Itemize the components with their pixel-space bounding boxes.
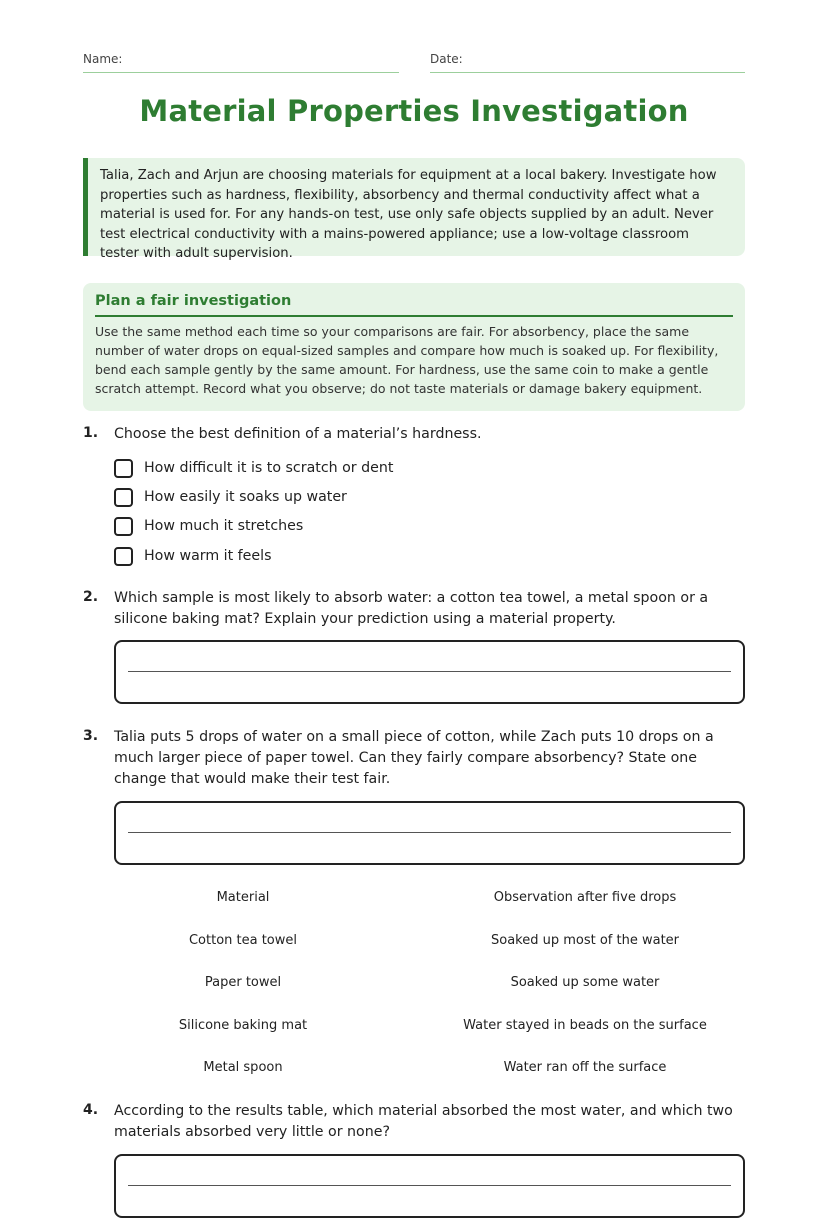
table-row [114, 963, 745, 1006]
question-2-number: 2. [83, 589, 99, 605]
table-cell-material: Metal spoon [203, 1060, 283, 1075]
table-cell-material: Paper towel [204, 975, 282, 990]
option-label: How much it stretches [144, 518, 304, 534]
answer-line [128, 832, 731, 833]
answer-line [128, 1185, 731, 1186]
table-cell-observation: Soaked up some water [510, 975, 660, 990]
question-1-option-2[interactable] [114, 485, 347, 509]
question-2-answer-box[interactable] [114, 640, 745, 704]
date-label: Date: [430, 52, 463, 66]
question-3-number: 3. [83, 728, 99, 744]
table-cell-observation: Water ran off the surface [503, 1060, 667, 1075]
name-field[interactable] [83, 52, 399, 73]
results-table [114, 878, 745, 1091]
option-label: How difficult it is to scratch or dent [144, 460, 394, 476]
checkbox[interactable] [114, 547, 133, 566]
checkbox[interactable] [114, 488, 133, 507]
question-1-option-1[interactable] [114, 456, 393, 480]
option-label: How warm it feels [144, 548, 272, 564]
question-4-answer-box[interactable] [114, 1154, 745, 1218]
intro-text: Talia, Zach and Arjun are choosing materials for equipment at a local bakery. Investigate how properties such as hardness, flexibility, absorbency and thermal conductivity affect what a material is used for. For any hands-on test, use only safe objects supplied by an adult. Never test electrical conductivity with a mains-powered appliance; use a low-voltage classroom tester with adult supervision. [100, 168, 717, 261]
table-header-material: Material [216, 890, 270, 905]
question-3-text: Talia puts 5 drops of water on a small piece of cotton, while Zach puts 10 drops on a much larger piece of paper towel. Can they fairly compare absorbency? State one change that would make their test fair. [114, 729, 714, 787]
question-4-number: 4. [83, 1102, 99, 1118]
question-1-option-3[interactable] [114, 514, 303, 538]
plan-title: Plan a fair investigation [95, 293, 733, 317]
date-field[interactable] [430, 52, 745, 73]
checkbox[interactable] [114, 459, 133, 478]
plan-body: Use the same method each time so your comparisons are fair. For absorbency, place the same number of water drops on equal-sized samples and compare how much is soaked up. For flexibility, bend each sample gently by the same amount. For hardness, use the same coin to make a gentle scratch attempt. Record what you observe; do not taste materials or damage bakery equipment. [95, 324, 719, 396]
plan-panel [83, 283, 745, 411]
table-header-observation: Observation after five drops [493, 890, 677, 905]
question-2-text: Which sample is most likely to absorb water: a cotton tea towel, a metal spoon or a silicone baking mat? Explain your prediction using a material property. [114, 590, 709, 627]
option-label: How easily it soaks up water [144, 489, 347, 505]
table-row [114, 1006, 745, 1049]
question-4-text: According to the results table, which material absorbed the most water, and which two materials absorbed very little or none? [114, 1103, 733, 1140]
name-label: Name: [83, 52, 123, 66]
table-cell-observation: Soaked up most of the water [490, 932, 680, 948]
page-title: Material Properties Investigation [139, 94, 689, 128]
table-row [114, 921, 745, 964]
question-1-number: 1. [83, 425, 99, 441]
table-row [114, 1048, 745, 1091]
answer-line [128, 671, 731, 672]
table-cell-observation: Water stayed in beads on the surface [463, 1017, 707, 1033]
table-cell-material: Cotton tea towel [188, 932, 298, 948]
question-3-answer-box[interactable] [114, 801, 745, 865]
intro-panel [83, 158, 745, 261]
table-header-row [114, 878, 745, 921]
table-cell-material: Silicone baking mat [178, 1017, 308, 1033]
question-1-text: Choose the best definition of a material’s hardness. [114, 426, 482, 442]
question-1-option-4[interactable] [114, 544, 271, 568]
checkbox[interactable] [114, 517, 133, 536]
